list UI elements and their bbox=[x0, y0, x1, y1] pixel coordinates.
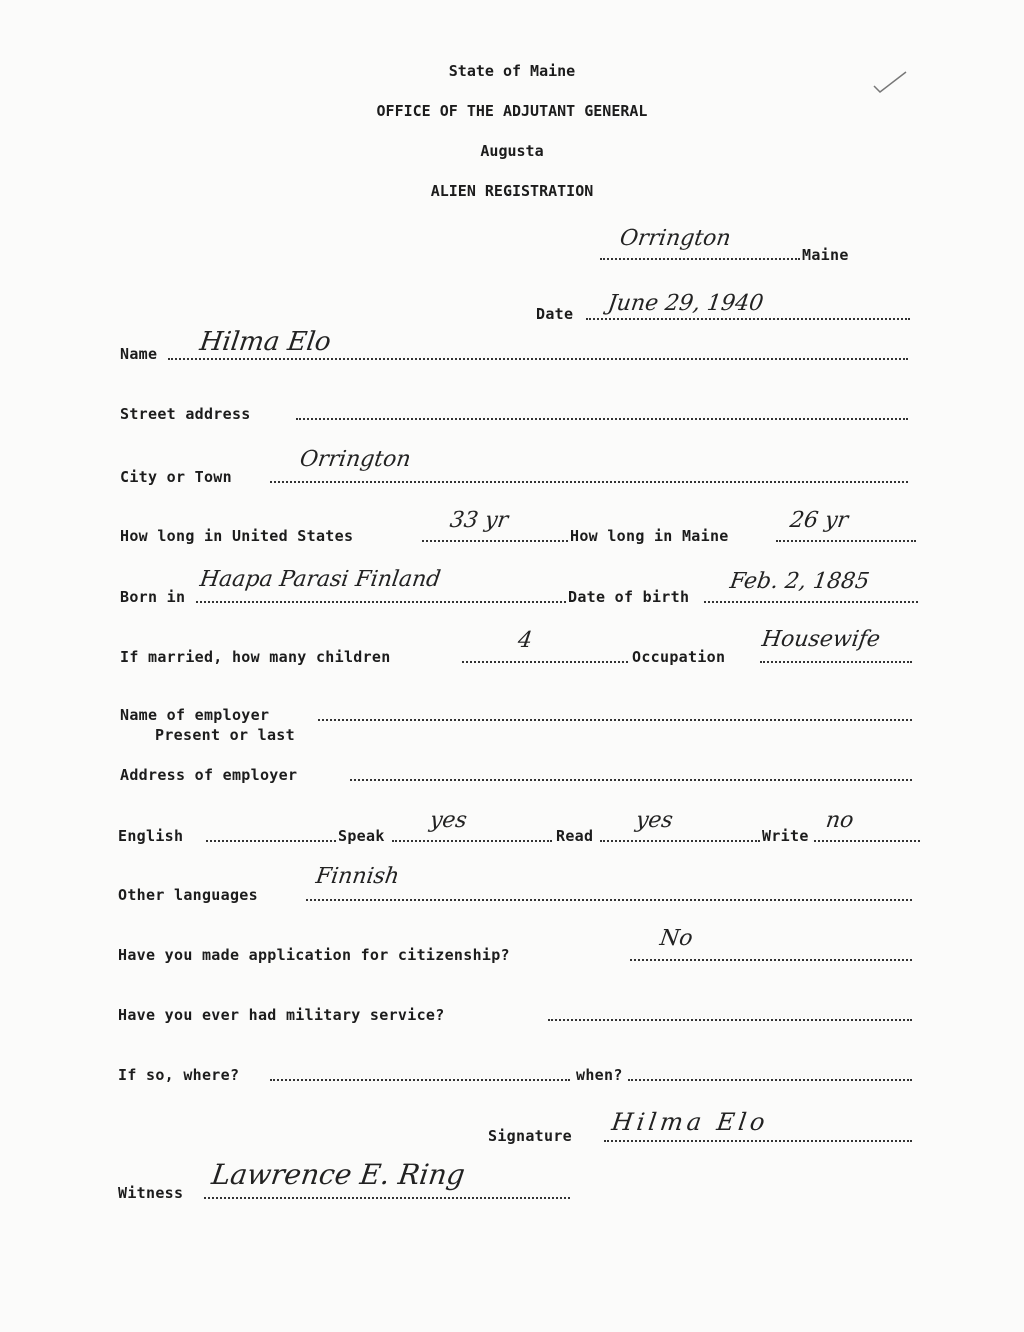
date-value: June 29, 1940 bbox=[606, 291, 765, 316]
where-label: If so, where? bbox=[118, 1066, 240, 1084]
occupation-line bbox=[760, 661, 912, 663]
city-heading: Augusta bbox=[480, 142, 544, 160]
name-value: Hilma Elo bbox=[197, 327, 333, 357]
born-in-label: Born in bbox=[120, 588, 186, 606]
place-suffix: Maine bbox=[802, 246, 849, 264]
street-label: Street address bbox=[120, 405, 251, 423]
employer-address-label: Address of employer bbox=[120, 766, 298, 784]
children-label: If married, how many children bbox=[120, 648, 391, 666]
how-long-maine-value: 26 yr bbox=[788, 508, 850, 533]
write-value: no bbox=[824, 808, 856, 833]
city-value: Orrington bbox=[298, 447, 413, 472]
how-long-us-value: 33 yr bbox=[448, 508, 510, 533]
employer-line bbox=[318, 719, 912, 721]
how-long-maine-line bbox=[776, 540, 916, 542]
born-in-value: Haapa Parasi Finland bbox=[198, 567, 443, 592]
speak-line bbox=[392, 840, 552, 842]
form-title: ALIEN REGISTRATION bbox=[430, 182, 594, 200]
street-line bbox=[296, 418, 908, 420]
read-label: Read bbox=[556, 827, 594, 845]
children-line bbox=[462, 661, 628, 663]
speak-label: Speak bbox=[338, 827, 385, 845]
occupation-label: Occupation bbox=[632, 648, 726, 666]
read-value: yes bbox=[634, 808, 675, 833]
where-line bbox=[270, 1079, 570, 1081]
date-of-birth-value: Feb. 2, 1885 bbox=[728, 569, 871, 594]
city-label: City or Town bbox=[120, 468, 232, 486]
employer-label: Name of employer bbox=[120, 706, 270, 724]
state-heading: State of Maine bbox=[448, 62, 576, 80]
name-line bbox=[168, 358, 908, 360]
english-line bbox=[206, 840, 336, 842]
witness-label: Witness bbox=[118, 1184, 184, 1202]
place-value: Orrington bbox=[618, 226, 733, 251]
how-long-maine-label: How long in Maine bbox=[570, 527, 729, 545]
other-languages-line bbox=[306, 899, 912, 901]
speak-value: yes bbox=[428, 808, 469, 833]
employer-address-line bbox=[350, 779, 912, 781]
when-label: when? bbox=[576, 1066, 623, 1084]
date-of-birth-line bbox=[704, 601, 918, 603]
office-heading: OFFICE OF THE ADJUTANT GENERAL bbox=[376, 102, 648, 120]
how-long-us-line bbox=[422, 540, 568, 542]
name-label: Name bbox=[120, 345, 158, 363]
place-line bbox=[600, 258, 800, 260]
write-line bbox=[814, 840, 920, 842]
how-long-us-label: How long in United States bbox=[120, 527, 354, 545]
write-label: Write bbox=[762, 827, 809, 845]
other-languages-value: Finnish bbox=[314, 864, 401, 889]
witness-line bbox=[204, 1197, 570, 1199]
children-value: 4 bbox=[516, 628, 534, 653]
date-line bbox=[586, 318, 910, 320]
citizenship-label: Have you made application for citizenship? bbox=[118, 946, 510, 964]
date-of-birth-label: Date of birth bbox=[568, 588, 690, 606]
english-label: English bbox=[118, 827, 184, 845]
witness-value: Lawrence E. Ring bbox=[209, 1158, 467, 1191]
city-line bbox=[270, 481, 908, 483]
signature-line bbox=[604, 1140, 912, 1142]
born-in-line bbox=[196, 601, 566, 603]
date-label: Date bbox=[536, 305, 574, 323]
signature-value: Hilma Elo bbox=[610, 1108, 771, 1136]
military-line bbox=[548, 1019, 912, 1021]
citizenship-value: No bbox=[658, 926, 695, 951]
military-label: Have you ever had military service? bbox=[118, 1006, 445, 1024]
occupation-value: Housewife bbox=[760, 627, 882, 652]
when-line bbox=[628, 1079, 912, 1081]
employer-sublabel: Present or last bbox=[155, 726, 295, 744]
signature-label: Signature bbox=[488, 1127, 572, 1145]
other-languages-label: Other languages bbox=[118, 886, 258, 904]
citizenship-line bbox=[630, 959, 912, 961]
read-line bbox=[600, 840, 760, 842]
